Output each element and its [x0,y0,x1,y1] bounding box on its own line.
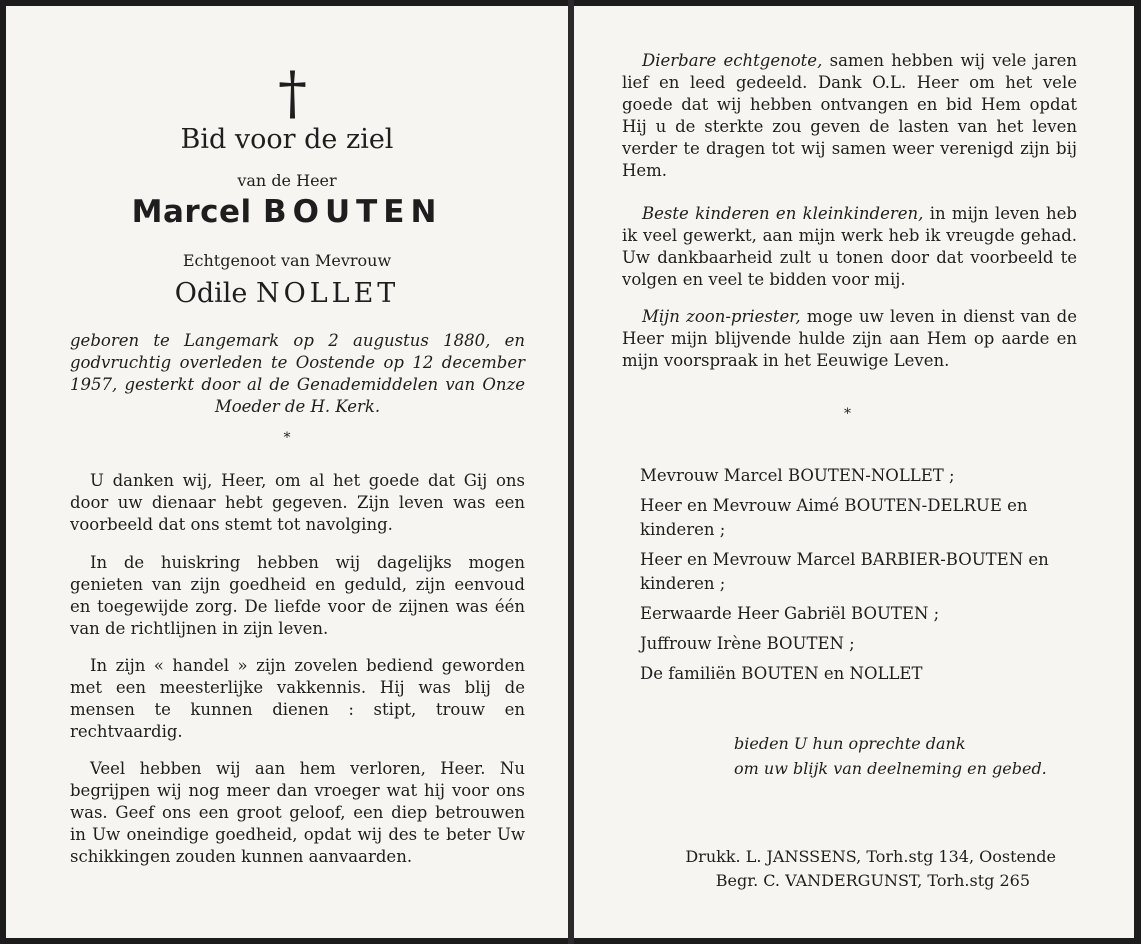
printer-line-1: Drukk. L. JANSSENS, Torh.stg 134, Oostende [685,847,1056,866]
family-entry: Mevrouw Marcel BOUTEN-NOLLET ; [640,466,955,485]
message-lead-1: Dierbare echtgenote, [642,51,823,70]
honorific: van de Heer [237,171,337,190]
deceased-name [6,194,568,230]
prayer-paragraph-2: In de huiskring hebben wij dagelijks mogen genieten van zijn goedheid en geduld, zijn eenvoud en toegewijde zorg. De liefde voor de zijnen was één van de richtlijnen in zijn leven. [70,553,525,638]
star-divider: * [283,430,291,446]
family-entry: Eerwaarde Heer Gabriël BOUTEN ; [640,604,940,623]
message-text-1: samen hebben wij vele jaren lief en leed gedeeld. Dank O.L. Heer om het vele goede dat wij hebben ontvangen en bid Hem opdat Hij u de sterkte zou geven de lasten van het leven verder te dragen tot wij samen weer verenigd zijn bij Hem. [622,51,1077,180]
message-text-2: in mijn leven heb ik veel gewerkt, aan mijn werk heb ik vreugde gehad. Uw dankbaarheid zult u tonen door dat voorbeeld te volgen en veel te bidden voor mij. [622,204,1077,289]
prayer-paragraph-1: U danken wij, Heer, om al het goede dat Gij ons door uw dienaar hebt gegeven. Zijn leven was een voorbeeld dat ons stemt tot navolging. [70,471,525,534]
spouse-last-name: NOLLET [255,278,400,309]
birth-death-text: geboren te Langemark op 2 augustus 1880, en godvruchtig overleden te Oostende op 12 december 1957, gesterkt door al de Genademiddelen van Onze Moeder de H. Kerk. [70,331,525,416]
family-entry: Heer en Mevrouw Aimé BOUTEN-DELRUE en kinderen ; [640,496,1028,539]
message-lead-3: Mijn zoon-priester, [642,307,801,326]
spouse-first-name: Odile [174,278,248,309]
right-page [574,6,1134,938]
printer-line-2: Begr. C. VANDERGUNST, Torh.stg 265 [715,871,1030,890]
prayer-paragraph-4: Veel hebben wij aan hem verloren, Heer. Nu begrijpen wij nog meer dan vroeger wat hij voor ons was. Geef ons een groot geloof, een diep betrouwen in Uw oneindige goedheid, opdat wij des te beter Uw schikkingen zouden kunnen aanvaarden. [70,759,525,866]
thanks-text [734,731,1047,781]
left-page [6,6,568,938]
printer-info [685,845,1056,893]
family-entry: Heer en Mevrouw Marcel BARBIER-BOUTEN en kinderen ; [640,550,1049,593]
spouse-intro: Echtgenoot van Mevrouw [182,251,392,270]
family-entry: De familiën BOUTEN en NOLLET [640,664,923,683]
prayer-paragraph-3: In zijn « handel » zijn zovelen bediend geworden met een meesterlijke vakkennis. Hij was blij de mensen te kunnen dienen : stipt, trouw en rechtvaardig. [70,656,525,741]
heading: Bid voor de ziel [180,124,394,155]
cross-icon: † [278,59,307,127]
message-paragraph-1 [622,50,1077,182]
message-text-3: moge uw leven in dienst van de Heer mijn blijvende hulde zijn aan Hem op aarde en mijn voorspraak in het Eeuwige Leven. [622,307,1077,370]
deceased-last-name: BOUTEN [262,194,443,230]
family-list [640,464,1080,692]
thanks-line-2: om uw blijk van deelneming en gebed. [734,759,1047,778]
family-entry: Juffrouw Irène BOUTEN ; [640,634,855,653]
message-paragraph-2 [622,203,1077,291]
deceased-first-name: Marcel [131,194,252,230]
spouse-name [6,278,568,309]
thanks-line-1: bieden U hun oprechte dank [734,734,966,753]
star-divider-right: * [844,406,851,422]
message-lead-2: Beste kinderen en kleinkinderen, [642,204,924,223]
message-paragraph-3 [622,306,1077,372]
